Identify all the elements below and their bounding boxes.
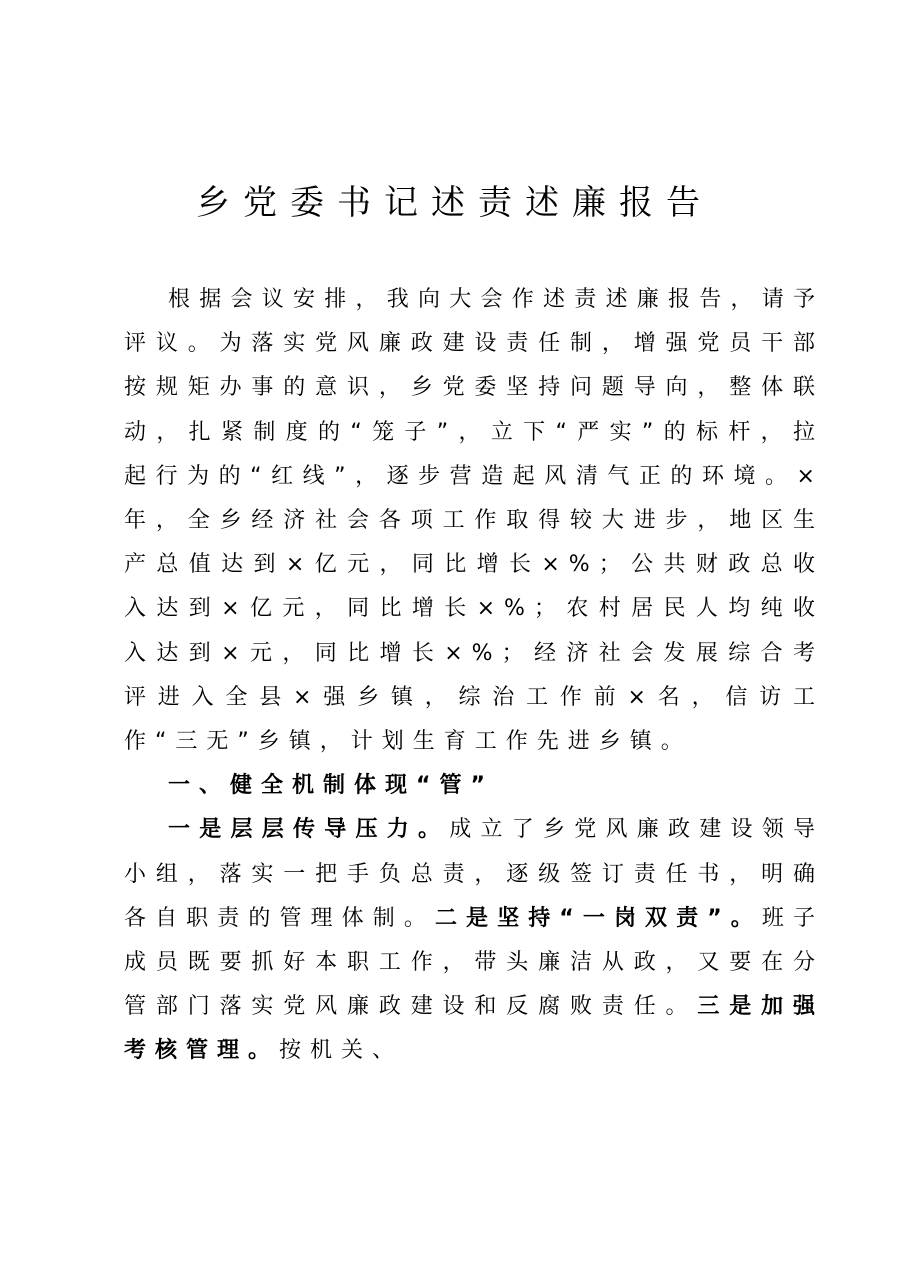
point-text: 班子成员既要抓好本职工作，带头廉洁从政，又要在分管部门落实党风廉政建设和反腐败责任。 bbox=[124, 905, 824, 1020]
point-text: 成立了乡党风廉政建设领导小组，落实一把手负总责，逐级签订责任书，明确各自职责的管理体制。 bbox=[124, 817, 824, 931]
point-label: 一是层层传导压力。 bbox=[168, 817, 450, 843]
document-body bbox=[124, 278, 824, 1074]
section-paragraph bbox=[124, 808, 824, 1073]
point-text: 按机关、 bbox=[279, 1038, 404, 1064]
document-title: 乡党委书记述责述廉报告 bbox=[196, 183, 713, 223]
intro-paragraph: 根据会议安排，我向大会作述责述廉报告，请予评议。为落实党风廉政建设责任制，增强党员干部按规矩办事的意识，乡党委坚持问题导向，整体联动，扎紧制度的“笼子”，立下“严实”的标杆，拉起行为的“红线”，逐步营造起风清气正的环境。×年，全乡经济社会各项工作取得较大进步，地区生产总值达到×亿元，同比增长×%；公共财政总收入达到×亿元，同比增长×%；农村居民人均纯收入达到×元，同比增长×%；经济社会发展综合考评进入全县×强乡镇，综治工作前×名，信访工作“三无”乡镇，计划生育工作先进乡镇。 bbox=[124, 287, 824, 755]
point-label: 三是加强考核管理。 bbox=[124, 994, 824, 1064]
point-label: 二是坚持“一岗双责”。 bbox=[434, 905, 762, 931]
section-heading: 一、健全机制体现“管” bbox=[168, 773, 494, 799]
